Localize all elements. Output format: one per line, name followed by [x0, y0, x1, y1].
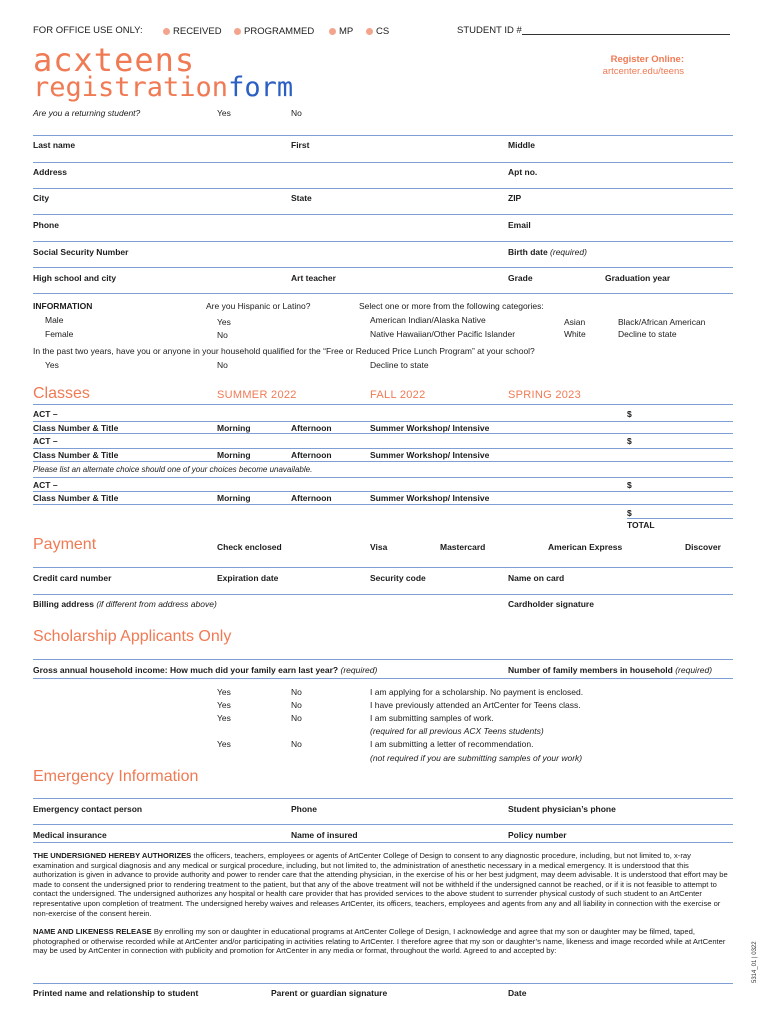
middle-name-field[interactable]: Middle [508, 140, 535, 150]
scholarship-title: Scholarship Applicants Only [33, 628, 232, 645]
term-summer: SUMMER 2022 [217, 389, 297, 401]
address-field[interactable]: Address [33, 167, 68, 177]
option-workshop[interactable]: Summer Workshop/ Intensive [370, 450, 490, 460]
scholarship-statement: I am submitting a letter of recommendation. [370, 739, 534, 749]
email-field[interactable]: Email [508, 220, 531, 230]
brand-line-1: acxteens [33, 41, 196, 79]
scholarship-yes[interactable]: Yes [217, 687, 231, 697]
category-native-hawaiian[interactable]: Native Hawaiian/Other Pacific Islander [370, 329, 516, 339]
student-id-label: STUDENT ID # [457, 25, 522, 36]
hispanic-question: Are you Hispanic or Latino? [206, 301, 311, 311]
divider [33, 404, 733, 405]
brand-line-2: registrationform [33, 72, 294, 103]
divider [33, 477, 733, 478]
lunch-no[interactable]: No [217, 360, 228, 370]
payment-mastercard[interactable]: Mastercard [440, 542, 486, 552]
circle-icon [234, 28, 241, 35]
medical-insurance-field[interactable]: Medical insurance [33, 830, 107, 840]
security-code-field[interactable]: Security code [370, 573, 426, 583]
divider [33, 824, 733, 825]
divider [33, 293, 733, 294]
register-online-url[interactable]: artcenter.edu/teens [602, 66, 684, 77]
information-title: INFORMATION [33, 301, 93, 311]
circle-icon [163, 28, 170, 35]
office-checkbox-mp[interactable]: MP [329, 26, 353, 37]
total-fee-field[interactable]: $ [627, 508, 632, 518]
category-decline[interactable]: Decline to state [618, 329, 677, 339]
option-afternoon[interactable]: Afternoon [291, 423, 332, 433]
total-label: TOTAL [627, 520, 655, 530]
emergency-phone-field[interactable]: Phone [291, 804, 317, 814]
option-morning[interactable]: Morning [217, 423, 251, 433]
term-fall: FALL 2022 [370, 389, 426, 401]
name-on-card-field[interactable]: Name on card [508, 573, 565, 583]
term-spring: SPRING 2023 [508, 389, 582, 401]
emergency-contact-field[interactable]: Emergency contact person [33, 804, 143, 814]
high-school-field[interactable]: High school and city [33, 273, 117, 283]
date-field[interactable]: Date [508, 988, 527, 998]
payment-title: Payment [33, 536, 97, 553]
apt-field[interactable]: Apt no. [508, 167, 538, 177]
gender-male[interactable]: Male [45, 315, 64, 325]
scholarship-no[interactable]: No [291, 687, 302, 697]
expiration-field[interactable]: Expiration date [217, 573, 279, 583]
emergency-title: Emergency Information [33, 768, 199, 785]
circle-icon [366, 28, 373, 35]
art-teacher-field[interactable]: Art teacher [291, 273, 336, 283]
divider [33, 188, 733, 189]
scholarship-note: (not required if you are submitting samples of your work) [370, 753, 583, 763]
gender-female[interactable]: Female [45, 329, 74, 339]
scholarship-statement: I am submitting samples of work. [370, 713, 494, 723]
parent-signature-field[interactable]: Parent or guardian signature [271, 988, 388, 998]
fee-field[interactable]: $ [627, 480, 632, 490]
payment-amex[interactable]: American Express [548, 542, 623, 552]
divider [33, 241, 733, 242]
printed-name-field[interactable]: Printed name and relationship to student [33, 988, 199, 998]
scholarship-note: (required for all previous ACX Teens students) [370, 726, 544, 736]
physician-phone-field[interactable]: Student physician’s phone [508, 804, 616, 814]
office-checkbox-received[interactable]: RECEIVED [163, 26, 222, 37]
payment-visa[interactable]: Visa [370, 542, 388, 552]
option-morning[interactable]: Morning [217, 450, 251, 460]
lunch-yes[interactable]: Yes [45, 360, 59, 370]
divider [33, 659, 733, 660]
scholarship-statement: I have previously attended an ArtCenter for Teens class. [370, 700, 581, 710]
divider [33, 504, 733, 505]
divider [627, 518, 733, 519]
form-code: 5314_01 | 0322 [752, 941, 758, 983]
option-morning[interactable]: Morning [217, 493, 251, 503]
first-name-field[interactable]: First [291, 140, 310, 150]
cardholder-signature-field[interactable]: Cardholder signature [508, 599, 594, 609]
divider [33, 842, 733, 843]
last-name-field[interactable]: Last name [33, 140, 76, 150]
divider [33, 461, 733, 462]
lunch-decline[interactable]: Decline to state [370, 360, 429, 370]
class-title-field[interactable]: Class Number & Title [33, 450, 119, 460]
act-field[interactable]: ACT – [33, 480, 58, 490]
category-white[interactable]: White [564, 329, 586, 339]
authorization-paragraph: THE UNDERSIGNED HEREBY AUTHORIZES the officers, teachers, employees or agents of ArtCenter College of Design to consent to any diagnostic procedure, including, but not limited to, x-ray examination and surgical diagnosis and any medical or surgical procedure, including, but not limited to, the administration of anesthetic necessary in a medical emergency. It is understood that this authorization is given in advance to provide authority and power to render care that the attending physician, in the exercise of his or her best judgment, may deem advisable. It is understood that effort may be made to consent the undersigned prior to rendering treatment to the patient, but that any of the above treatment will not be withheld if the undersigned cannot be reached, or if it is not feasible to attempt to contact the undersigned. The undersigned authorizes any hospital or health care provider that has provided services to the above student to surrender physical custody of such student to an ArtCenter representative upon completion of treatment. The undersigned hereby waives and releases ArtCenter, its officers, teachers, employees and agents from any and all liability in connection with the exercise or non-exercise of the consent herein. [33, 851, 728, 918]
returning-question: Are you a returning student? [33, 108, 141, 118]
policy-number-field[interactable]: Policy number [508, 830, 567, 840]
divider [33, 214, 733, 215]
divider [33, 421, 733, 422]
divider [33, 983, 733, 984]
city-field[interactable]: City [33, 193, 50, 203]
divider [33, 798, 733, 799]
scholarship-statement: I am applying for a scholarship. No payment is enclosed. [370, 687, 584, 697]
scholarship-yes[interactable]: Yes [217, 739, 231, 749]
returning-yes[interactable]: Yes [217, 108, 231, 118]
category-american-indian[interactable]: American Indian/Alaska Native [370, 315, 486, 325]
lunch-question: In the past two years, have you or anyone in your household qualified for the “Free or Reduced Price Lunch Program” at your school? [33, 346, 535, 356]
card-number-field[interactable]: Credit card number [33, 573, 112, 583]
likeness-release-paragraph: NAME AND LIKENESS RELEASE By enrolling my son or daughter in educational programs at ArtCenter College of Design, I acknowledge and agree that my son or daughter may be filmed, taped, photographed or otherwise recorded while at ArtCenter and/or participating in activities relating to ArtCenter. I therefore agree that my son or daughter’s name, likeness and image recorded while at ArtCenter may be used by ArtCenter in connection with publicity and promotion for ArtCenter in any media or format, throughout the world. Agreed to and accepted by: [33, 927, 726, 956]
grade-field[interactable]: Grade [508, 273, 533, 283]
divider [33, 567, 733, 568]
phone-field[interactable]: Phone [33, 220, 59, 230]
register-online-title: Register Online: [610, 54, 684, 65]
office-checkbox-cs[interactable]: CS [366, 26, 389, 37]
graduation-year-field[interactable]: Graduation year [605, 273, 671, 283]
fee-field[interactable]: $ [627, 436, 632, 446]
returning-no[interactable]: No [291, 108, 302, 118]
office-checkbox-programmed[interactable]: PROGRAMMED [234, 26, 314, 37]
name-of-insured-field[interactable]: Name of insured [291, 830, 358, 840]
categories-question: Select one or more from the following categories: [359, 301, 544, 311]
family-members-field[interactable]: Number of family members in household (required) [508, 665, 713, 675]
birth-date-field[interactable]: Birth date (required) [508, 247, 587, 257]
payment-discover[interactable]: Discover [685, 542, 721, 552]
office-use-label: FOR OFFICE USE ONLY: [33, 25, 143, 36]
student-id-field[interactable] [522, 34, 730, 35]
class-title-field[interactable]: Class Number & Title [33, 423, 119, 433]
scholarship-no[interactable]: No [291, 700, 302, 710]
alternate-note: Please list an alternate choice should one of your choices become unavailable. [33, 465, 313, 474]
divider [33, 135, 733, 136]
category-asian[interactable]: Asian [564, 317, 586, 327]
act-field[interactable]: ACT – [33, 409, 58, 419]
divider [33, 448, 733, 449]
divider [33, 267, 733, 268]
hispanic-no[interactable]: No [217, 330, 228, 340]
divider [33, 491, 733, 492]
state-field[interactable]: State [291, 193, 312, 203]
option-workshop[interactable]: Summer Workshop/ Intensive [370, 493, 490, 503]
divider [33, 433, 733, 434]
divider [33, 594, 733, 595]
class-title-field[interactable]: Class Number & Title [33, 493, 119, 503]
hispanic-yes[interactable]: Yes [217, 317, 231, 327]
divider [33, 678, 733, 679]
option-afternoon[interactable]: Afternoon [291, 493, 332, 503]
divider [33, 162, 733, 163]
scholarship-no[interactable]: No [291, 713, 302, 723]
option-workshop[interactable]: Summer Workshop/ Intensive [370, 423, 490, 433]
zip-field[interactable]: ZIP [508, 193, 522, 203]
billing-address-field[interactable]: Billing address (if different from address above) [33, 599, 217, 609]
fee-field[interactable]: $ [627, 409, 632, 419]
classes-title: Classes [33, 385, 90, 402]
payment-check[interactable]: Check enclosed [217, 542, 282, 552]
household-income-field[interactable]: Gross annual household income: How much did your family earn last year? (required) [33, 665, 378, 675]
circle-icon [329, 28, 336, 35]
scholarship-yes[interactable]: Yes [217, 713, 231, 723]
scholarship-no[interactable]: No [291, 739, 302, 749]
scholarship-yes[interactable]: Yes [217, 700, 231, 710]
act-field[interactable]: ACT – [33, 436, 58, 446]
ssn-field[interactable]: Social Security Number [33, 247, 129, 257]
option-afternoon[interactable]: Afternoon [291, 450, 332, 460]
category-black[interactable]: Black/African American [618, 317, 706, 327]
